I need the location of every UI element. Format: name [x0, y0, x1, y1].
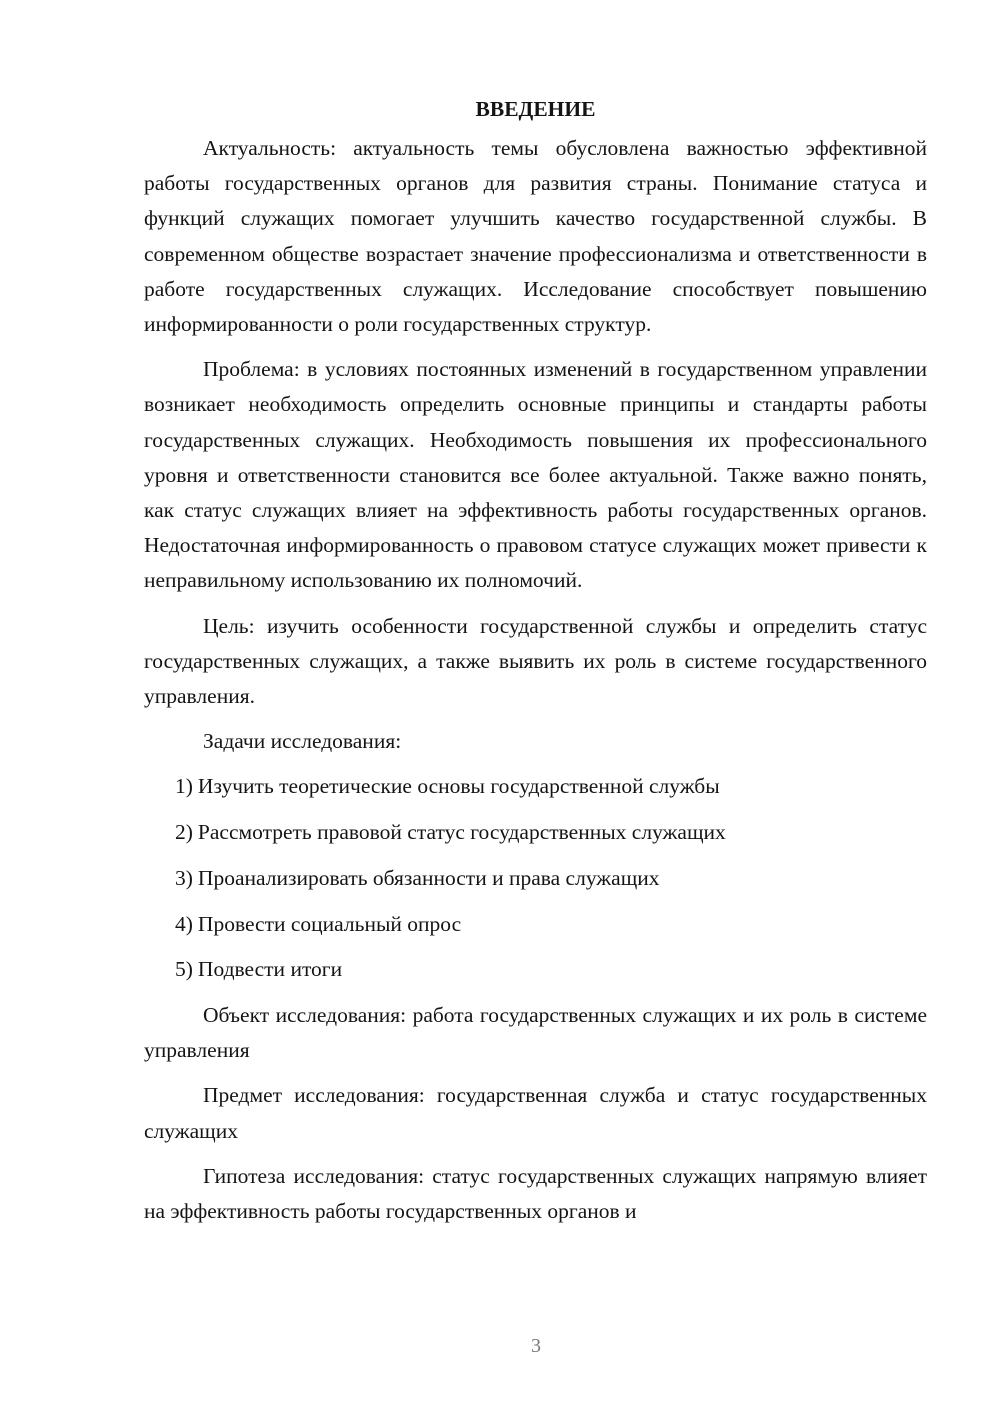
task-number: 4): [175, 911, 193, 936]
list-item: [144, 907, 927, 942]
paragraph-hypothesis: Гипотеза исследования: статус государственных служащих напрямую влияет на эффективность работы государственных органов и: [144, 1163, 927, 1223]
task-text: Рассмотреть правовой статус государственных служащих: [197, 820, 726, 845]
paragraph-object: Объект исследования: работа государственных служащих и их роль в системе управления: [144, 1002, 927, 1063]
list-item: [144, 815, 927, 850]
list-item: [144, 861, 927, 896]
list-item: [144, 769, 927, 804]
task-text: Провести социальный опрос: [197, 911, 462, 936]
paragraph-goal: Цель: изучить особенности государственной службы и определить статус государственных служащих, а также выявить их роль в системе государственного управления.: [144, 613, 927, 709]
section-title: ВВЕДЕНИЕ: [475, 97, 596, 121]
task-text: Проанализировать обязанности и права служащих: [197, 865, 660, 890]
task-number: 3): [175, 865, 193, 890]
paragraph-relevance: Актуальность: актуальность темы обусловлена важностью эффективной работы государственных органов для развития страны. Понимание статуса и функций служащих помогает улучшить качество государственной службы. В современном обществе возрастает значение профессионализма и ответственности в работе государственных служащих. Исследование способствует повышению информированности о роли государственных структур.: [144, 136, 927, 337]
task-text: Подвести итоги: [197, 957, 343, 982]
task-number: 5): [175, 957, 193, 982]
tasks-heading: Задачи исследования:: [203, 729, 402, 754]
paragraph-subject: Предмет исследования: государственная служба и статус государственных служащих: [144, 1083, 927, 1143]
task-number: 2): [175, 820, 193, 845]
paragraph-problem: Проблема: в условиях постоянных изменений в государственном управлении возникает необходимость определить основные принципы и стандарты работы государственных служащих. Необходимость повышения их профессионального уровня и ответственности становится все более актуальной. Также важно понять, как статус служащих влияет на эффективность работы государственных органов. Недостаточная информированность о правовом статусе служащих может привести к неправильному использованию их полномочий.: [144, 357, 927, 593]
task-text: Изучить теоретические основы государственной службы: [197, 774, 720, 799]
tasks-list: [144, 769, 927, 987]
page-number: 3: [531, 1335, 541, 1357]
task-number: 1): [175, 774, 193, 799]
page-content: [144, 92, 927, 1239]
list-item: [144, 952, 927, 987]
